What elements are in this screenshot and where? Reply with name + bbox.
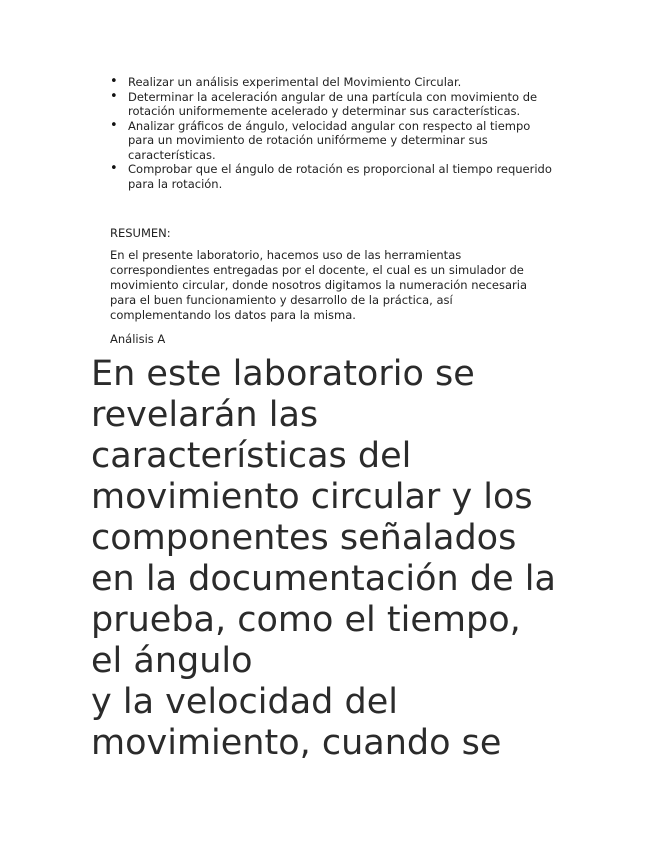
analisis-line: características del xyxy=(91,436,412,476)
analisis-heading: Análisis A xyxy=(110,332,166,346)
analisis-line: prueba, como el tiempo, xyxy=(91,600,521,640)
resumen-heading: RESUMEN: xyxy=(110,226,171,240)
analisis-line: movimiento, cuando se xyxy=(91,723,502,763)
analisis-line: y la velocidad del xyxy=(91,682,398,722)
analisis-line: el ángulo xyxy=(91,641,253,681)
objective-item: • Analizar gráficos de ángulo, velocidad angular con respecto al tiempo para un movimiento de rotación unifórmeme y determinar sus características. xyxy=(110,119,560,163)
objectives-list xyxy=(110,75,560,191)
objective-item: • Realizar un análisis experimental del Movimiento Circular. xyxy=(110,75,560,90)
analisis-line: En este laboratorio se xyxy=(91,354,475,394)
analisis-line: movimiento circular y los xyxy=(91,477,533,517)
analisis-line: componentes señalados xyxy=(91,518,517,558)
resumen-paragraph: En el presente laboratorio, hacemos uso de las herramientas correspondientes entregadas por el docente, el cual es un simulador de movimiento circular, donde nosotros digitamos la numeración necesaria para el buen funcionamiento y desarrollo de la práctica, así complementando los datos para la misma. xyxy=(110,248,527,322)
analisis-line: revelarán las xyxy=(91,395,319,435)
analisis-line: en la documentación de la xyxy=(91,559,556,599)
objective-item: • Comprobar que el ángulo de rotación es proporcional al tiempo requerido para la rotación. xyxy=(110,162,560,191)
objective-item: • Determinar la aceleración angular de una partícula con movimiento de rotación uniformemente acelerado y determinar sus características. xyxy=(110,90,560,119)
analisis-paragraph xyxy=(91,354,571,764)
